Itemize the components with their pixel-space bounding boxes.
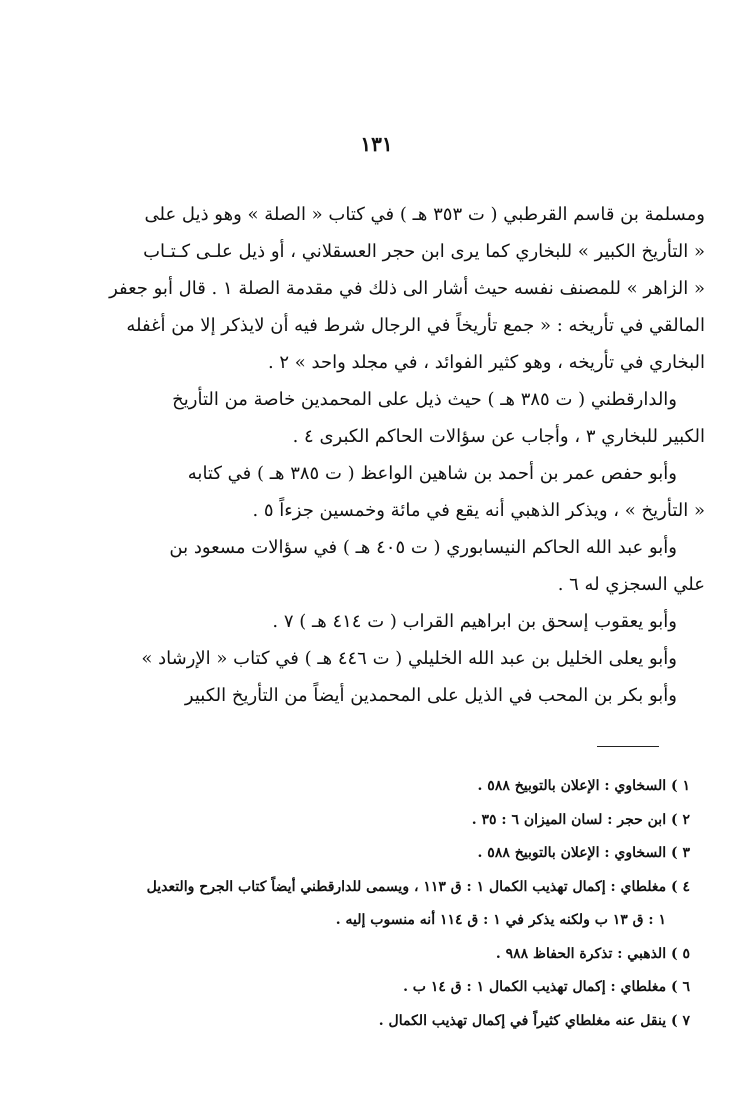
body-line: وأبو حفص عمر بن أحمد بن شاهين الواعظ ( ت ٣٨٥ هـ ) في كتابه	[187, 463, 677, 484]
body-line: وأبو عبد الله الحاكم النيسابوري ( ت ٤٠٥ هـ ) في سؤالات مسعود بن	[169, 537, 677, 558]
page-number: ١٣١	[360, 132, 393, 156]
body-line: ومسلمة بن قاسم القرطبي ( ت ٣٥٣ هـ ) في كتاب « الصلة » وهو ذيل على	[144, 204, 705, 225]
footnote: ٤ ) مغلطاي : إكمال تهذيب الكمال ١ : ق ١١٣ ، ويسمى للدارقطني أيضاً كتاب الجرح والتعديل	[146, 878, 690, 895]
footnote: ٦ ) مغلطاي : إكمال تهذيب الكمال ١ : ق ١٤ ب .	[403, 979, 690, 995]
body-line: « التأريخ » ، ويذكر الذهبي أنه يقع في مائة وخمسين جزءاً ٥ .	[252, 500, 705, 521]
body-line: وأبو بكر بن المحب في الذيل على المحمدين أيضاً من التأريخ الكبير	[184, 685, 677, 706]
body-line: البخاري في تأريخه ، وهو كثير الفوائد ، في مجلد واحد » ٢ .	[267, 352, 705, 373]
footnote-continuation: ١ : ق ١٣ ب ولكنه يذكر في ١ : ق ١١٤ أنه منسوب إليه .	[335, 912, 666, 928]
body-line: « التأريخ الكبير » للبخاري كما يرى ابن حجر العسقلاني ، أو ذيل علـى كـتـاب	[143, 241, 705, 262]
footnotes	[100, 770, 690, 1038]
body-line: المالقي في تأريخه : « جمع تأريخاً في الرجال شرط فيه أن لايذكر إلا من أغفله	[126, 315, 705, 336]
body-line: « الزاهر » للمصنف نفسه حيث أشار الى ذلك في مقدمة الصلة ١ . قال أبو جعفر	[109, 278, 705, 299]
footnote: ٣ ) السخاوي : الإعلان بالتوبيخ ٥٨٨ .	[477, 845, 690, 861]
body-line: وأبو يعلى الخليل بن عبد الله الخليلي ( ت ٤٤٦ هـ ) في كتاب « الإرشاد »	[141, 648, 677, 669]
footnote: ٢ ) ابن حجر : لسان الميزان ٦ : ٣٥ .	[471, 811, 690, 828]
body-line: وأبو يعقوب إسحق بن ابراهيم القراب ( ت ٤١٤ هـ ) ٧ .	[272, 611, 677, 632]
footnote: ٥ ) الذهبي : تذكرة الحفاظ ٩٨٨ .	[495, 945, 690, 962]
main-text	[80, 196, 705, 714]
body-line: والدارقطني ( ت ٣٨٥ هـ ) حيث ذيل على المحمدين خاصة من التأريخ	[172, 389, 677, 410]
footnote: ٧ ) ينقل عنه مغلطاي كثيراً في إكمال تهذيب الكمال .	[378, 1012, 690, 1029]
footnote-separator	[597, 746, 659, 747]
body-line: الكبير للبخاري ٣ ، وأجاب عن سؤالات الحاكم الكبرى ٤ .	[292, 426, 705, 447]
body-line: علي السجزي له ٦ .	[557, 574, 705, 595]
footnote: ١ ) السخاوي : الإعلان بالتوبيخ ٥٨٨ .	[477, 778, 690, 794]
